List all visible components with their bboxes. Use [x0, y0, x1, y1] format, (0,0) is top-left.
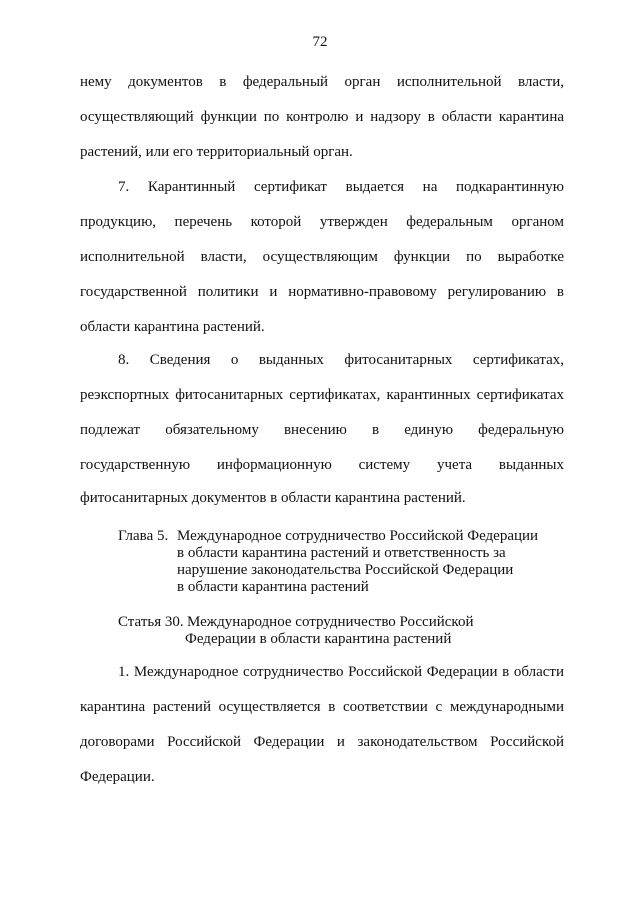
article-title-line: Федерации в области карантина растений	[185, 631, 452, 647]
text-line: 7. Карантинный сертификат выдается на подкарантинную	[118, 179, 564, 195]
text-line: осуществляющий функции по контролю и надзору в области карантина	[80, 109, 564, 125]
text-line: Федерации.	[80, 769, 155, 785]
text-line: фитосанитарных документов в области карантина растений.	[80, 490, 466, 506]
chapter-prefix: Глава 5.	[118, 528, 169, 544]
text-line: растений, или его территориальный орган.	[80, 144, 353, 160]
chapter-title-line: в области карантина растений	[177, 579, 369, 595]
text-line: продукцию, перечень которой утвержден федеральным органом	[80, 214, 564, 230]
text-line: карантина растений осуществляется в соответствии с международными	[80, 699, 564, 715]
chapter-title-line: нарушение законодательства Российской Федерации	[177, 562, 514, 578]
page-number: 72	[312, 34, 328, 50]
chapter-title-line: в области карантина растений и ответственность за	[177, 545, 506, 561]
text-line: 1. Международное сотрудничество Российской Федерации в области	[118, 664, 564, 680]
text-line: договорами Российской Федерации и законодательством Российской	[80, 734, 564, 750]
article-prefix: Статья 30.	[118, 614, 184, 630]
text-line: государственную информационную систему учета выданных	[80, 457, 564, 473]
text-line: реэкспортных фитосанитарных сертификатах, карантинных сертификатах	[80, 387, 564, 403]
text-line: нему документов в федеральный орган исполнительной власти,	[80, 74, 564, 90]
text-line: государственной политики и нормативно-правовому регулированию в	[80, 284, 564, 300]
chapter-title-line: Международное сотрудничество Российской Федерации	[177, 528, 539, 544]
text-line: исполнительной власти, осуществляющим функции по выработке	[80, 249, 564, 265]
article-title-line: Международное сотрудничество Российской	[187, 614, 474, 630]
text-line: подлежат обязательному внесению в единую федеральную	[80, 422, 564, 438]
text-line: 8. Сведения о выданных фитосанитарных сертификатах,	[118, 352, 564, 368]
text-line: области карантина растений.	[80, 319, 265, 335]
